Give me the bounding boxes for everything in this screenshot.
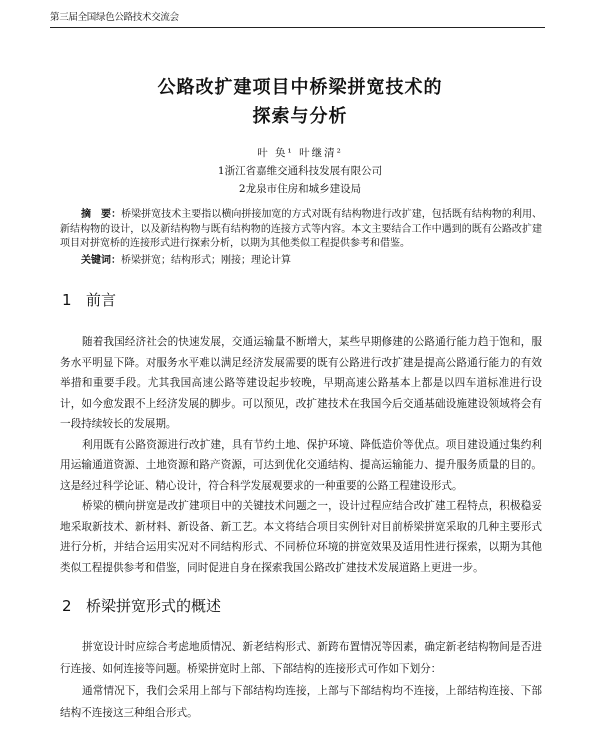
section-1-body — [60, 332, 542, 578]
paragraph: 通常情况下，我们会采用上部与下部结构均连接，上部与下部结构均不连接，上部结构连接、下部结构不连接这三种组合形式。 — [60, 685, 542, 719]
running-header: 第三届全国绿色公路技术交流会 — [50, 12, 179, 23]
keywords: 桥梁拼宽；结构形式；刚接；理论计算 — [121, 254, 291, 266]
abstract — [60, 208, 542, 268]
section-2-body — [60, 636, 542, 724]
affiliation-2: 2龙泉市住房和城乡建设局 — [238, 183, 362, 195]
section-2-heading — [62, 596, 542, 616]
abstract-text: 桥梁拼宽技术主要指以横向拼接加宽的方式对既有结构物进行改扩建，包括既有结构物的利用、新结构物的设计，以及新结构物与既有结构物的连接方式等内容。本文主要结合工作中遇到的既有公路改扩建项目对拼宽桥的连接形式进行探索分析，以期为其他类似工程提供参考和借鉴。 — [60, 209, 543, 249]
section-title: 前言 — [86, 291, 117, 309]
paragraph: 随着我国经济社会的快速发展，交通运输量不断增大，某些早期修建的公路通行能力趋于饱和，服务水平明显下降。对服务水平难以满足经济发展需要的既有公路进行改扩建是提高公路通行能力的有效举措和重要手段。尤其我国高速公路等建设起步较晚，早期高速公路基本上都是以四车道标准进行设计，如今愈发跟不上经济发展的脚步。可以预见，改扩建技术在我国今后交通基础设施建设领域将会有一段持续较长的发展期。 — [60, 336, 542, 430]
section-number: 2 — [62, 597, 72, 615]
paragraph: 拼宽设计时应综合考虑地质情况、新老结构形式、新跨布置情况等因素，确定新老结构物间是否进行连接、如何连接等问题。桥梁拼宽时上部、下部结构的连接形式可作如下划分： — [60, 641, 542, 675]
authors: 叶 奂¹ 叶继清² — [257, 147, 343, 159]
paper-title-line2: 探索与分析 — [252, 106, 348, 127]
section-1-heading — [62, 290, 542, 310]
paper-title-line1: 公路改扩建项目中桥梁拼宽技术的 — [157, 77, 443, 98]
abstract-label: 摘 要： — [81, 209, 122, 220]
keywords-label: 关键词： — [81, 254, 121, 266]
affiliation-1: 1浙江省嘉维交通科技发展有限公司 — [217, 165, 383, 177]
paragraph: 桥梁的横向拼宽是改扩建项目中的关键技术问题之一，设计过程应结合改扩建工程特点，积极稳妥地采取新技术、新材料、新设备、新工艺。本文将结合项目实例针对目前桥梁拼宽采取的几种主要形式进行分析，并结合运用实况对不同结构形式、不同桥位环境的拼宽效果及适用性进行探索，以期为其他类似工程提供参考和借鉴，同时促进自身在探索我国公路改扩建技术发展道路上更进一步。 — [60, 500, 542, 574]
section-number: 1 — [62, 291, 72, 309]
paragraph: 利用既有公路资源进行改扩建，具有节约土地、保护环境、降低造价等优点。项目建设通过集约利用运输通道资源、土地资源和路产资源，可达到优化交通结构、提高运输能力、提升服务质量的目的。这是经过科学论证、精心设计，符合科学发展观要求的一种重要的公路工程建设形式。 — [60, 438, 542, 492]
section-title: 桥梁拼宽形式的概述 — [86, 597, 222, 615]
header-rule — [50, 27, 545, 28]
